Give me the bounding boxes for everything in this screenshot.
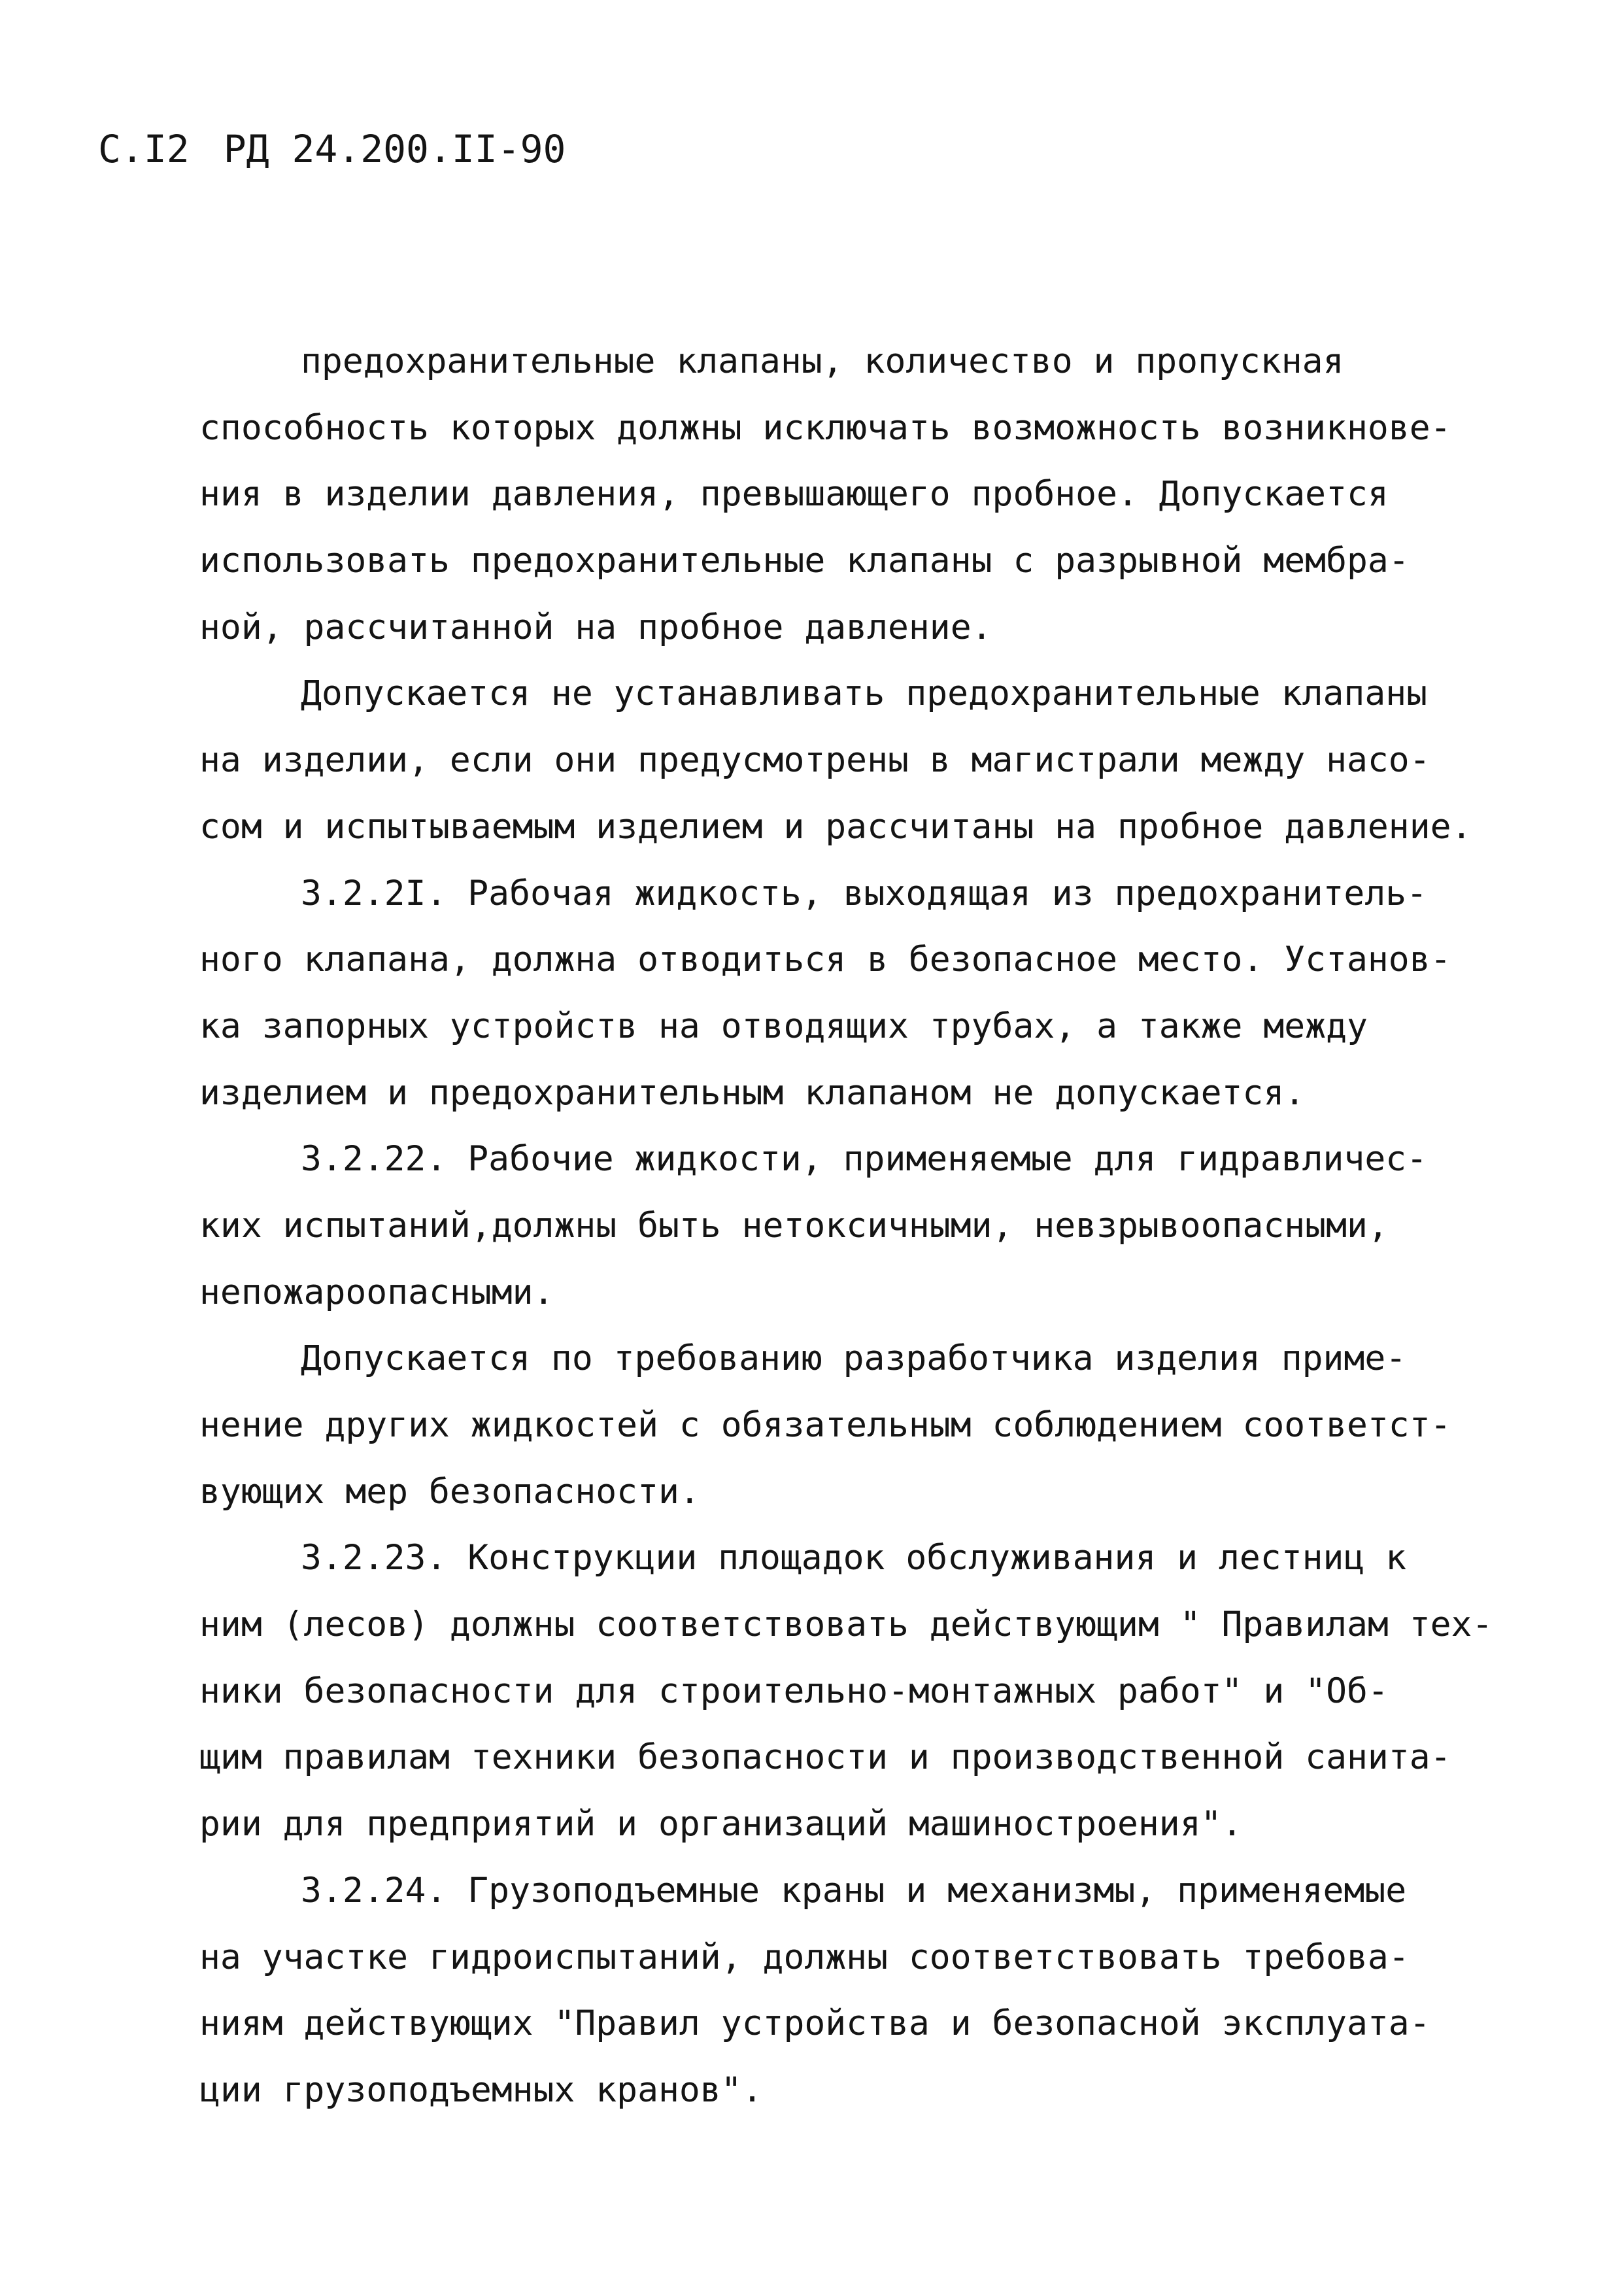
text-line: ной, рассчитанной на пробное давление. [199,607,992,647]
text-line: на изделии, если они предусмотрены в магистрали между насо- [199,740,1430,781]
document-code: РД 24.200.II-90 [223,127,566,171]
text-line: 3.2.24. Грузоподъемные краны и механизмы, применяемые [301,1870,1407,1911]
text-line: предохранительные клапаны, количество и пропускная [301,341,1344,381]
text-line: ники безопасности для строительно-монтажных работ" и "Об- [199,1671,1389,1711]
text-line: ка запорных устройств на отводящих трубах, а также между [199,1006,1368,1046]
text-line: сом и испытываемым изделием и рассчитаны на пробное давление. [199,806,1472,847]
document-body [199,328,1493,2124]
page-header [98,123,566,175]
text-line: ниям действующих "Правил устройства и безопасной эксплуата- [199,2003,1430,2044]
text-line: ких испытаний,должны быть нетоксичными, невзрывоопасными, [199,1205,1389,1246]
text-line: способность которых должны исключать возможность возникнове- [199,407,1451,448]
text-line: 3.2.22. Рабочие жидкости, применяемые для гидравличес- [301,1139,1428,1180]
text-line: вующих мер безопасности. [199,1471,700,1512]
text-line: щим правилам техники безопасности и производственной санита- [199,1737,1451,1778]
text-line: ции грузоподъемных кранов". [199,2069,763,2110]
text-line: непожароопасными. [199,1272,554,1312]
text-line: нение других жидкостей с обязательным соблюдением соответст- [199,1405,1451,1445]
text-line: ного клапана, должна отводиться в безопасное место. Установ- [199,940,1451,980]
text-line: рии для предприятий и организаций машиностроения". [199,1804,1243,1844]
text-line: ним (лесов) должны соответствовать действующим " Правилам тех- [199,1605,1493,1645]
text-line: Допускается не устанавливать предохранительные клапаны [301,673,1428,714]
text-line: на участке гидроиспытаний, должны соответствовать требова- [199,1937,1410,1977]
text-line: Допускается по требованию разработчика изделия приме- [301,1338,1407,1379]
page-number: С.I2 [98,127,190,171]
text-line: изделием и предохранительным клапаном не допускается. [199,1072,1306,1113]
text-line: использовать предохранительные клапаны с разрывной мембра- [199,541,1410,581]
text-line: 3.2.2I. Рабочая жидкость, выходящая из предохранитель- [301,873,1428,913]
text-line: 3.2.23. Конструкции площадок обслуживания и лестниц к [301,1538,1407,1578]
text-line: ния в изделии давления, превышающего пробное. Допускается [199,474,1389,515]
